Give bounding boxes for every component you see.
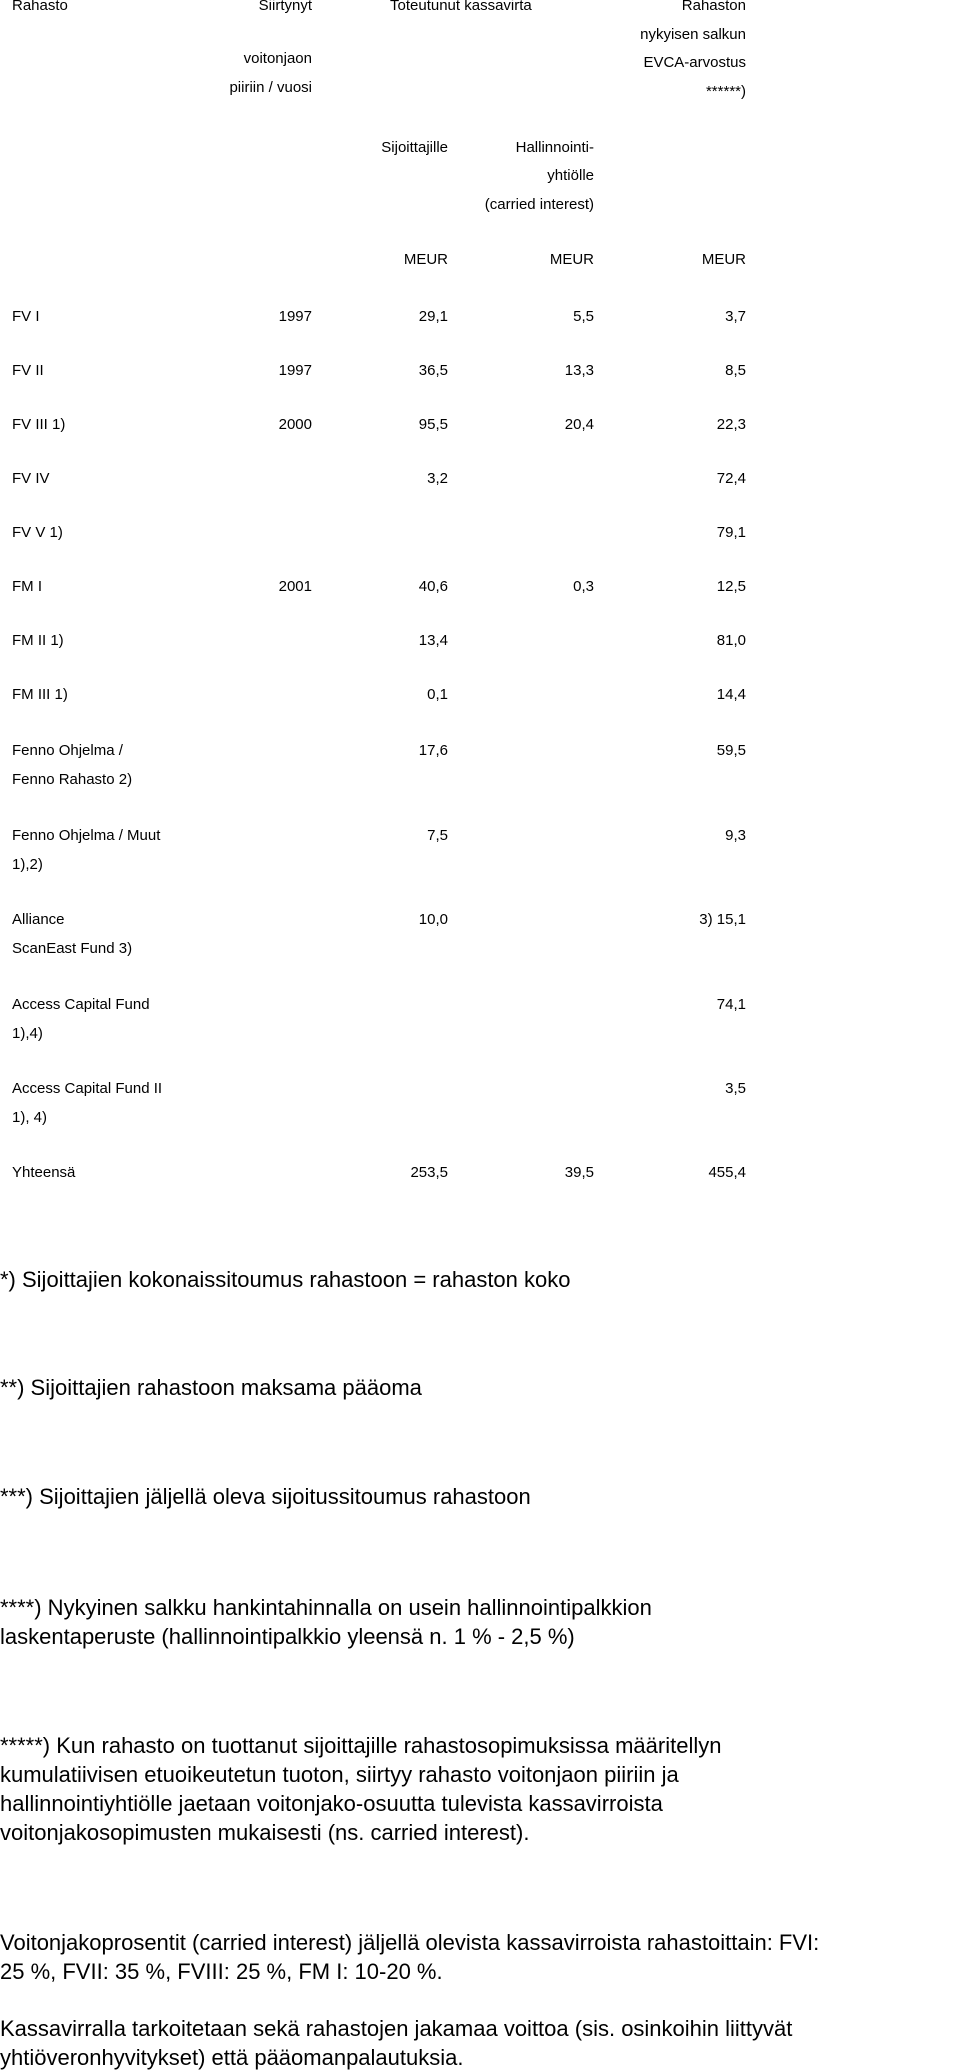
footnote-5-line4: voitonjakosopimusten mukaisesti (ns. carried interest). (0, 1820, 530, 1845)
portfolio-value: 59,5 (716, 742, 746, 759)
cashflow-mgmt: 0,3 (573, 578, 594, 595)
total-mgmt: 39,5 (564, 1164, 594, 1181)
cashflow-investors: 10,0 (418, 911, 448, 928)
portfolio-value: 3) 15,1 (699, 911, 746, 928)
fund-name: Access Capital Fund (12, 996, 150, 1013)
portfolio-value: 22,3 (716, 416, 746, 433)
fund-name: FM I (12, 578, 42, 595)
cashflow-investors: 3,2 (427, 470, 448, 487)
cashflow-investors: 17,6 (418, 742, 448, 759)
col-header-value: Rahaston (681, 0, 746, 14)
portfolio-value: 72,4 (716, 470, 746, 487)
col-header-transition: Siirtynyt (258, 0, 312, 14)
transition-year: 2000 (278, 416, 312, 433)
fund-name-line2: ScanEast Fund 3) (12, 940, 133, 957)
cashflow-mgmt: 13,3 (564, 362, 594, 379)
subheader-mgmt-line2: yhtiölle (547, 167, 594, 184)
subheader-mgmt-line3: (carried interest) (484, 196, 594, 213)
paragraph-carried-interest-line2: 25 %, FVII: 35 %, FVIII: 25 %, FM I: 10-20 %. (0, 1959, 443, 1984)
fund-name-line2: Fenno Rahasto 2) (12, 771, 133, 788)
fund-name-line2: 1), 4) (12, 1109, 48, 1126)
footnote-2: **) Sijoittajien rahastoon maksama pääoma (0, 1375, 422, 1400)
unit-investors: MEUR (403, 251, 448, 268)
portfolio-value: 3,7 (725, 308, 746, 325)
subheader-mgmt: Hallinnointi- (515, 139, 594, 156)
portfolio-value: 81,0 (716, 632, 746, 649)
transition-year: 2001 (278, 578, 312, 595)
cashflow-mgmt: 5,5 (573, 308, 594, 325)
col-header-value-line2: nykyisen salkun (640, 26, 746, 43)
footnote-5-line2: kumulatiivisen etuoikeutetun tuoton, siirtyy rahasto voitonjaon piiriin ja (0, 1762, 679, 1787)
cashflow-mgmt: 20,4 (564, 416, 594, 433)
unit-value: MEUR (701, 251, 746, 268)
fund-name: FM II 1) (12, 632, 64, 649)
cashflow-investors: 40,6 (418, 578, 448, 595)
fund-name: FM III 1) (12, 686, 68, 703)
total-value: 455,4 (708, 1164, 746, 1181)
col-header-value-line4: ******) (705, 83, 746, 100)
footnote-5-line3: hallinnointiyhtiölle jaetaan voitonjako-osuutta tulevista kassavirroista (0, 1791, 663, 1816)
fund-name-line2: 1),2) (12, 856, 43, 873)
fund-name: Fenno Ohjelma / Muut (12, 827, 161, 844)
paragraph-cashflow-line2: yhtiöveronhyvitykset) että pääomanpalautuksia. (0, 2045, 464, 2070)
footnote-4-line1: ****) Nykyinen salkku hankintahinnalla on usein hallinnointipalkkion (0, 1595, 652, 1620)
cashflow-investors: 0,1 (427, 686, 448, 703)
cashflow-investors: 29,1 (418, 308, 448, 325)
total-investors: 253,5 (410, 1164, 448, 1181)
footnote-3: ***) Sijoittajien jäljellä oleva sijoitussitoumus rahastoon (0, 1484, 531, 1509)
footnote-1: *) Sijoittajien kokonaissitoumus rahastoon = rahaston koko (0, 1267, 571, 1292)
footnote-4-line2: laskentaperuste (hallinnointipalkkio yleensä n. 1 % - 2,5 %) (0, 1624, 575, 1649)
fund-name: FV I (12, 308, 40, 325)
total-label: Yhteensä (12, 1164, 76, 1181)
portfolio-value: 12,5 (716, 578, 746, 595)
cashflow-investors: 95,5 (418, 416, 448, 433)
fund-name: Access Capital Fund II (12, 1080, 163, 1097)
portfolio-value: 74,1 (716, 996, 746, 1013)
transition-year: 1997 (278, 308, 312, 325)
fund-name: FV IV (12, 470, 50, 487)
portfolio-value: 79,1 (716, 524, 746, 541)
paragraph-cashflow-line1: Kassavirralla tarkoitetaan sekä rahastojen jakamaa voittoa (sis. osinkoihin liittyvät (0, 2016, 793, 2041)
fund-name: FV III 1) (12, 416, 66, 433)
subheader-investors: Sijoittajille (381, 139, 448, 156)
fund-name: Alliance (12, 911, 65, 928)
col-header-cashflow: Toteutunut kassavirta (390, 0, 532, 14)
fund-name: Fenno Ohjelma / (12, 742, 123, 759)
portfolio-value: 14,4 (716, 686, 746, 703)
col-header-transition-line3: piiriin / vuosi (229, 79, 312, 96)
col-header-value-line3: EVCA-arvostus (643, 54, 746, 71)
fund-name-line2: 1),4) (12, 1025, 43, 1042)
cashflow-investors: 36,5 (418, 362, 448, 379)
fund-name: FV V 1) (12, 524, 63, 541)
unit-mgmt: MEUR (549, 251, 594, 268)
portfolio-value: 3,5 (725, 1080, 746, 1097)
cashflow-investors: 7,5 (427, 827, 448, 844)
col-header-fund: Rahasto (12, 0, 68, 14)
transition-year: 1997 (278, 362, 312, 379)
fund-name: FV II (12, 362, 44, 379)
footnote-5-line1: *****) Kun rahasto on tuottanut sijoittajille rahastosopimuksissa määritellyn (0, 1733, 722, 1758)
portfolio-value: 8,5 (725, 362, 746, 379)
col-header-transition-line2: voitonjaon (243, 50, 312, 67)
paragraph-carried-interest-line1: Voitonjakoprosentit (carried interest) jäljellä olevista kassavirroista rahastoittain: FVI: (0, 1930, 820, 1955)
portfolio-value: 9,3 (725, 827, 746, 844)
cashflow-investors: 13,4 (418, 632, 448, 649)
